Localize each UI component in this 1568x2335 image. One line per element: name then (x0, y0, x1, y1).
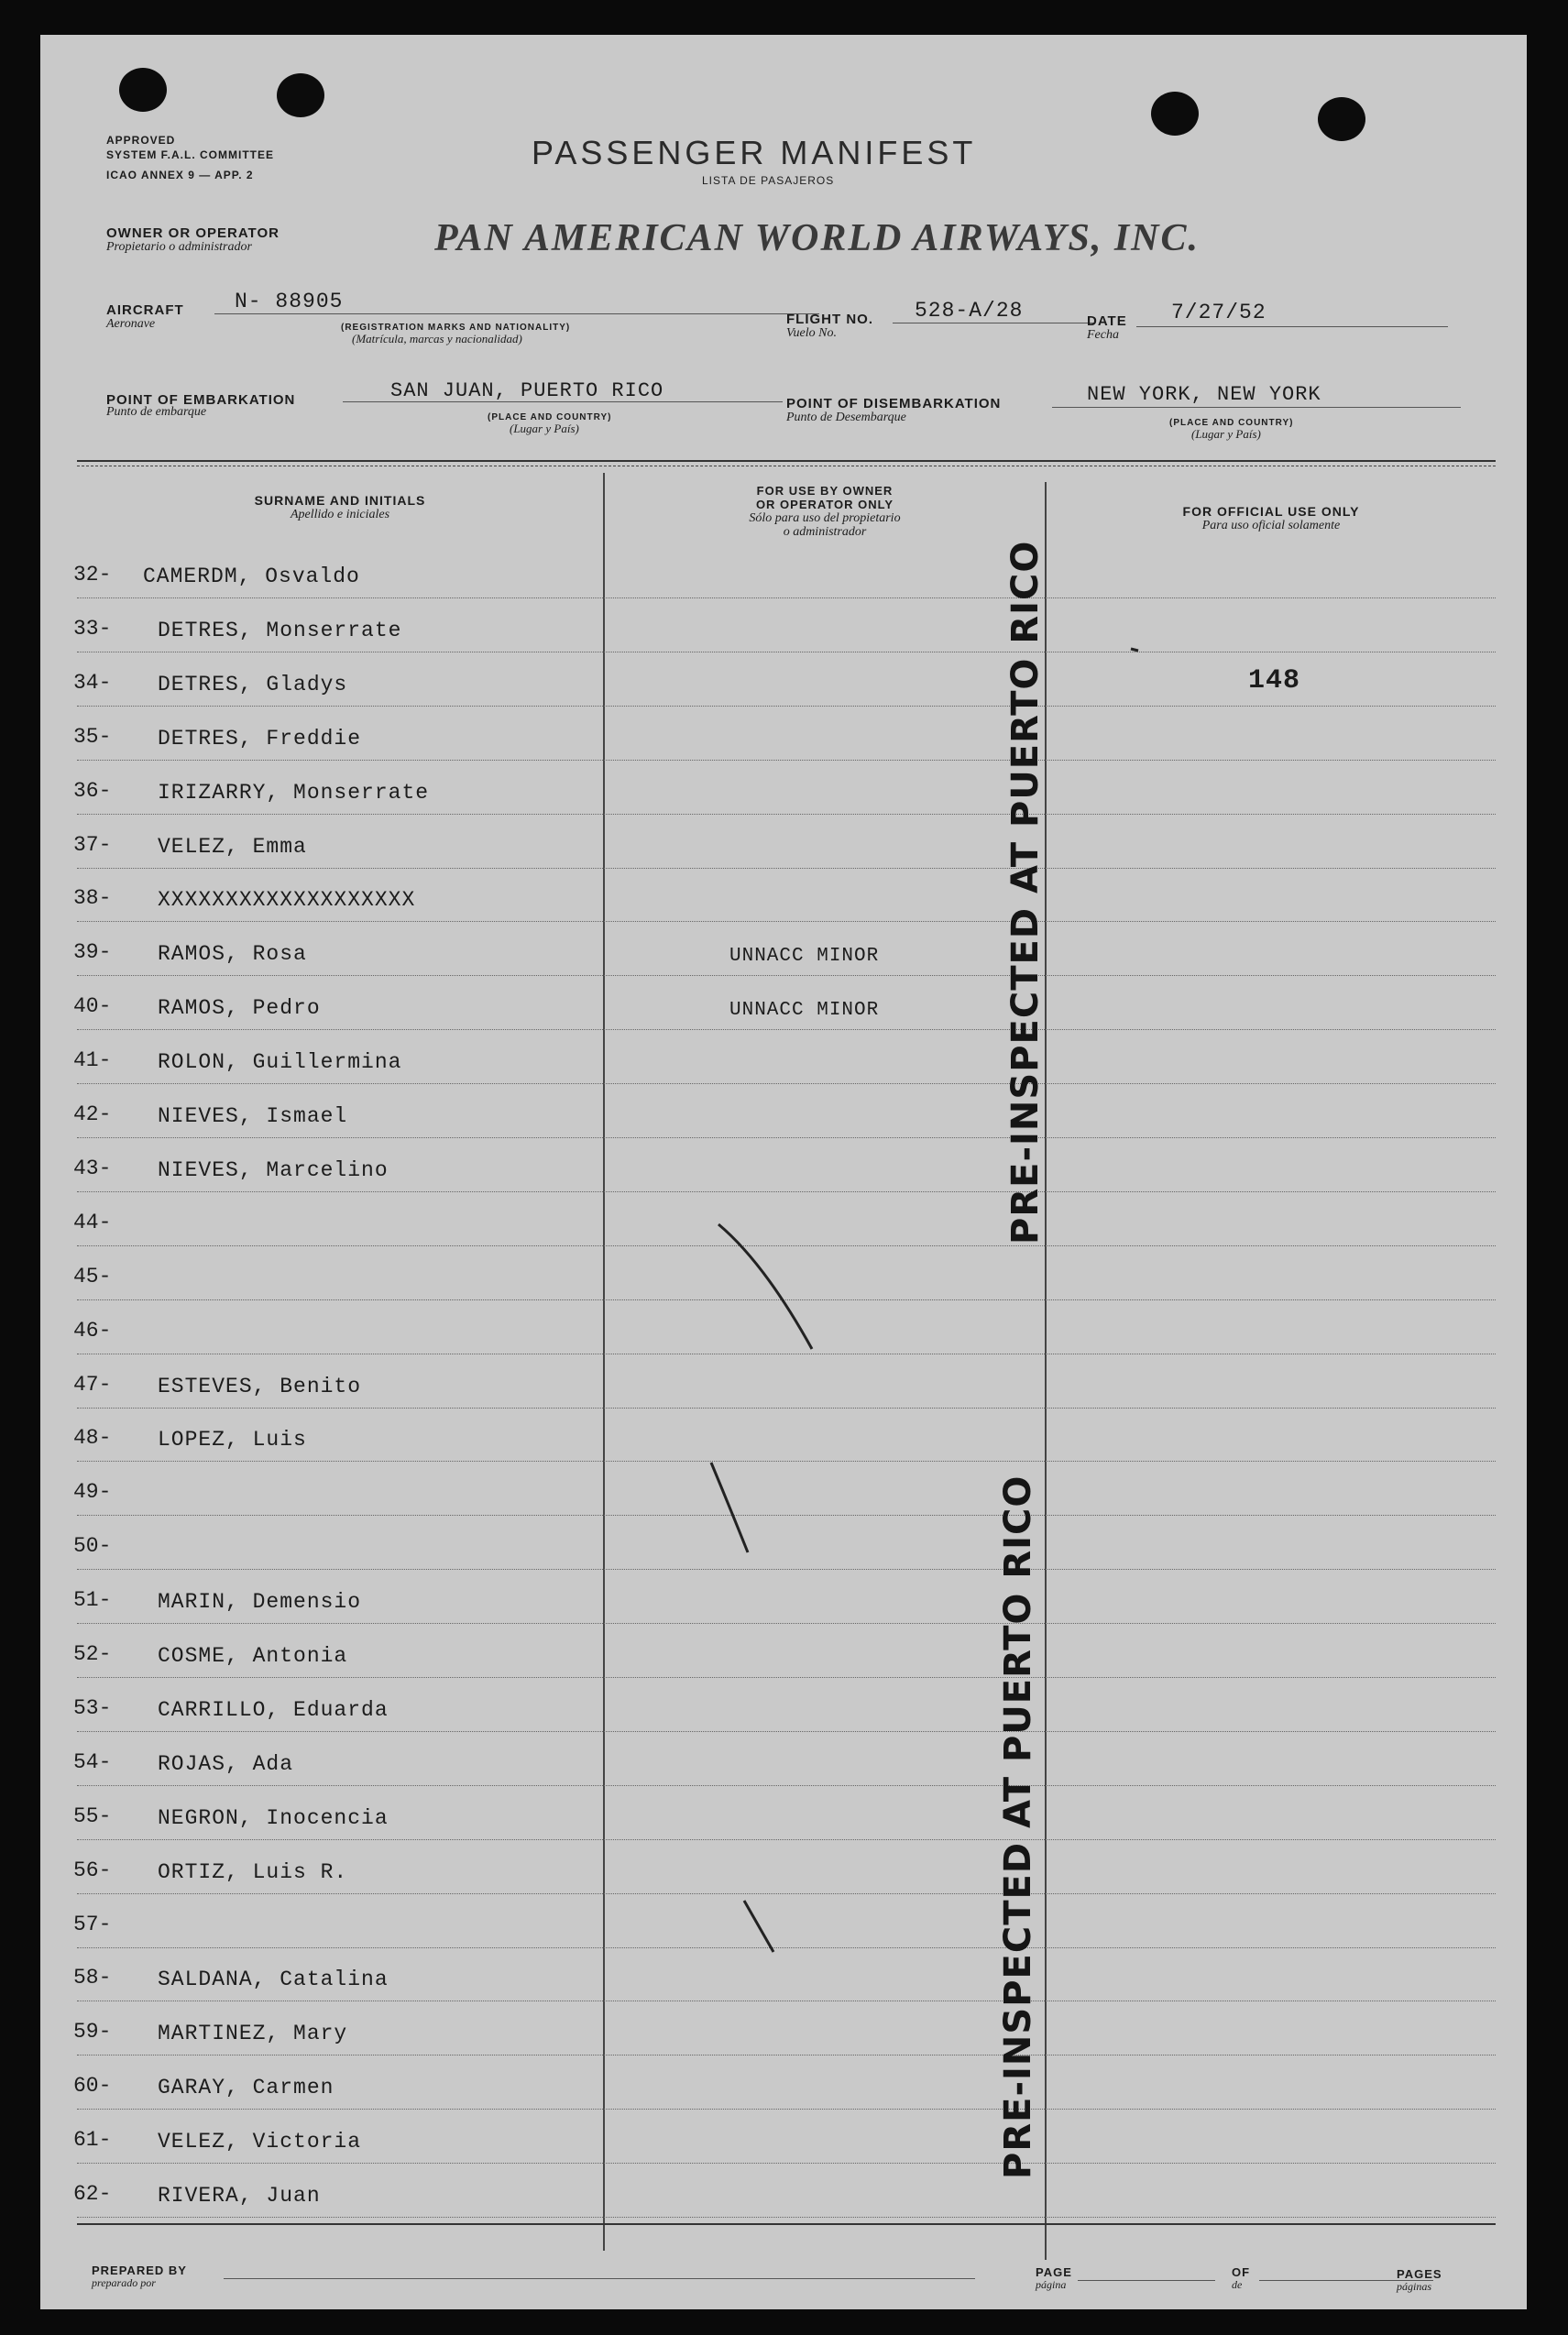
date-value: 7/27/52 (1171, 301, 1266, 324)
page-label: PAGE (1036, 2265, 1072, 2279)
row-number: 59- (73, 2020, 112, 2044)
registration-note: (REGISTRATION MARKS AND NATIONALITY) (341, 323, 571, 333)
row-number: 51- (73, 1588, 112, 1612)
owner-use-header-line-1: FOR USE BY OWNER (756, 484, 894, 498)
passenger-name: NEGRON, Inocencia (158, 1806, 389, 1830)
owner-label-sub: Propietario o administrador (106, 240, 252, 254)
aircraft-value: N- 88905 (235, 290, 344, 313)
owner-use-header-sub-2: o administrador (783, 525, 867, 539)
pages-label: PAGES (1397, 2267, 1442, 2281)
row-number: 41- (73, 1048, 112, 1072)
row-number: 36- (73, 779, 112, 803)
passenger-name: CARRILLO, Eduarda (158, 1698, 389, 1722)
row-number: 45- (73, 1265, 112, 1288)
row-number: 44- (73, 1211, 112, 1234)
approved-line-1: APPROVED (106, 134, 176, 147)
passenger-name: NIEVES, Ismael (158, 1104, 348, 1128)
page-underline (1078, 2280, 1215, 2281)
passenger-name: LOPEZ, Luis (158, 1428, 307, 1452)
row-number: 35- (73, 725, 112, 749)
date-label-sub: Fecha (1087, 328, 1119, 342)
row-number: 38- (73, 886, 112, 910)
handwritten-marks (40, 35, 1527, 2309)
date-label: DATE (1087, 313, 1127, 329)
disembark-label-sub: Punto de Desembarque (786, 411, 906, 424)
official-header-sub: Para uso oficial solamente (1201, 519, 1341, 532)
surname-header-label: SURNAME AND INITIALS (254, 493, 426, 508)
passenger-name: DETRES, Monserrate (158, 619, 402, 642)
prepared-by-sub: preparado por (92, 2276, 156, 2289)
prepared-by-underline (224, 2278, 975, 2279)
passenger-name: IRIZARRY, Monserrate (158, 781, 430, 805)
row-number: 52- (73, 1642, 112, 1666)
row-number: 46- (73, 1319, 112, 1343)
passenger-name: CAMERDM, Osvaldo (143, 565, 360, 588)
row-number: 54- (73, 1750, 112, 1774)
passenger-name: RAMOS, Rosa (158, 942, 307, 966)
row-number: 50- (73, 1534, 112, 1558)
tick-mark-2 (711, 1463, 748, 1552)
row-number: 53- (73, 1696, 112, 1720)
passenger-name: ROLON, Guillermina (158, 1050, 402, 1074)
passenger-name: NIEVES, Marcelino (158, 1158, 389, 1182)
row-number: 62- (73, 2182, 112, 2206)
row-number: 39- (73, 940, 112, 964)
manifest-sheet (40, 35, 1527, 2309)
prepared-by-label: PREPARED BY (92, 2264, 187, 2277)
disembark-place-note: (PLACE AND COUNTRY) (1169, 418, 1294, 428)
pages-label-sub: páginas (1397, 2280, 1432, 2293)
of-label: OF (1232, 2265, 1251, 2279)
passenger-name: MARTINEZ, Mary (158, 2022, 348, 2045)
passenger-name: DETRES, Gladys (158, 673, 348, 696)
passenger-name: COSME, Antonia (158, 1644, 348, 1668)
row-number: 34- (73, 671, 112, 695)
of-label-sub: de (1232, 2278, 1243, 2291)
owner-use-note: UNNACC MINOR (729, 1000, 880, 1021)
page-label-sub: página (1036, 2278, 1067, 2291)
aircraft-label: AIRCRAFT (106, 302, 184, 318)
disembark-place-note-sub: (Lugar y País) (1191, 427, 1261, 441)
airline-name: PAN AMERICAN WORLD AIRWAYS, INC. (434, 217, 1201, 259)
owner-use-header-line-2: OR OPERATOR ONLY (755, 498, 894, 511)
official-header-label: FOR OFFICIAL USE ONLY (1182, 504, 1360, 519)
owner-use-header-sub-1: Sólo para uso del propietario (749, 511, 901, 525)
tick-mark-3 (744, 1901, 773, 1952)
embark-label-sub: Punto de embarque (106, 405, 207, 419)
passenger-name: ESTEVES, Benito (158, 1375, 362, 1398)
tick-mark-1 (718, 1224, 812, 1349)
row-number: 56- (73, 1858, 112, 1882)
passenger-name: ORTIZ, Luis R. (158, 1860, 348, 1884)
row-number: 61- (73, 2128, 112, 2152)
surname-header-sub: Apellido e iniciales (290, 508, 390, 521)
footer-rule (77, 2223, 1496, 2225)
flight-label-sub: Vuelo No. (786, 326, 837, 340)
row-number: 37- (73, 833, 112, 857)
owner-use-note: UNNACC MINOR (729, 946, 880, 967)
passenger-name: VELEZ, Emma (158, 835, 307, 859)
row-number: 57- (73, 1913, 112, 1936)
passenger-name: MARIN, Demensio (158, 1590, 362, 1614)
passenger-name: VELEZ, Victoria (158, 2130, 362, 2154)
embark-label: POINT OF EMBARKATION (106, 392, 296, 408)
disembark-label: POINT OF DISEMBARKATION (786, 396, 1002, 411)
dash-mark (1131, 649, 1138, 651)
page-title: PASSENGER MANIFEST (532, 134, 977, 171)
embark-value: SAN JUAN, PUERTO RICO (390, 379, 664, 402)
official-number: 148 (1248, 665, 1301, 696)
row-number: 43- (73, 1157, 112, 1180)
row-number: 42- (73, 1102, 112, 1126)
embark-place-note-sub: (Lugar y País) (510, 422, 579, 435)
embark-place-note: (PLACE AND COUNTRY) (488, 412, 612, 422)
row-number: 32- (73, 563, 112, 586)
page-title-sub: LISTA DE PASAJEROS (702, 174, 835, 187)
row-number: 47- (73, 1373, 112, 1397)
passenger-name: RAMOS, Pedro (158, 996, 321, 1020)
row-number: 49- (73, 1480, 112, 1504)
registration-note-sub: (Matrícula, marcas y nacionalidad) (352, 332, 522, 345)
owner-label: OWNER OR OPERATOR (106, 225, 280, 241)
approved-line-2: SYSTEM F.A.L. COMMITTEE (106, 148, 275, 161)
passenger-name: GARAY, Carmen (158, 2076, 334, 2099)
passenger-name: RIVERA, Juan (158, 2184, 321, 2208)
passenger-name: ROJAS, Ada (158, 1752, 294, 1776)
row-number: 55- (73, 1804, 112, 1828)
passenger-name: SALDANA, Catalina (158, 1968, 389, 1991)
row-number: 33- (73, 617, 112, 641)
row-number: 58- (73, 1966, 112, 1990)
aircraft-label-sub: Aeronave (106, 317, 156, 331)
flight-label: FLIGHT NO. (786, 312, 873, 327)
pre-inspected-stamp-upper: PRE-INSPECTED AT PUERTO RICO (1004, 540, 1047, 1244)
passenger-name: XXXXXXXXXXXXXXXXXXX (158, 888, 416, 912)
flight-value: 528-A/28 (915, 299, 1024, 323)
passenger-name: DETRES, Freddie (158, 727, 362, 751)
row-number: 60- (73, 2074, 112, 2098)
approved-line-3: ICAO ANNEX 9 — APP. 2 (106, 169, 254, 181)
row-number: 48- (73, 1426, 112, 1450)
row-number: 40- (73, 994, 112, 1018)
disembark-value: NEW YORK, NEW YORK (1087, 383, 1321, 406)
pre-inspected-stamp-lower: PRE-INSPECTED AT PUERTO RICO (997, 1474, 1039, 2179)
